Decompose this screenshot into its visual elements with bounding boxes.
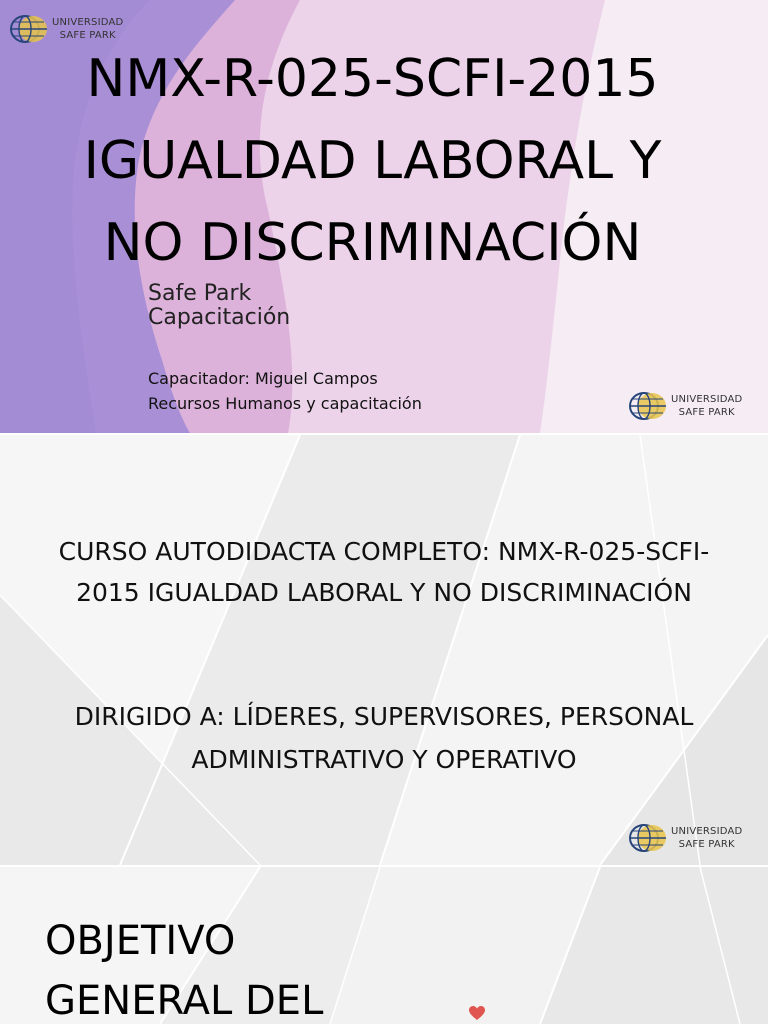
logo-line-2: SAFE PARK	[59, 30, 116, 41]
logo-line-2: SAFE PARK	[678, 407, 735, 418]
slide-course-info	[0, 435, 768, 865]
subtitle	[148, 282, 290, 330]
objective-heading	[45, 911, 323, 1024]
logo-line-1: UNIVERSIDAD	[671, 826, 743, 837]
logo-text	[671, 825, 742, 851]
university-logo	[629, 391, 742, 421]
logo-line-1: UNIVERSIDAD	[671, 394, 743, 405]
globe-icon	[629, 391, 667, 421]
subtitle-line-2: Capacitación	[148, 305, 291, 330]
logo-text	[671, 393, 742, 419]
university-logo	[629, 823, 742, 853]
heart-icon	[469, 1006, 485, 1021]
objective-heading-line-2: GENERAL DEL	[45, 978, 324, 1024]
logo-line-1: UNIVERSIDAD	[52, 17, 124, 28]
globe-icon	[629, 823, 667, 853]
slide-title-heading: NMX-R-025-SCFI-2015 IGUALDAD LABORAL Y NO DISCRIMINACIÓN	[83, 49, 662, 273]
logo-line-2: SAFE PARK	[678, 839, 735, 850]
objective-heading-line-1: OBJETIVO	[45, 918, 236, 964]
slide-objective	[0, 867, 768, 1024]
trainer-info	[148, 366, 422, 416]
globe-icon	[10, 14, 48, 44]
trainer-name: Capacitador: Miguel Campos	[148, 369, 378, 388]
target-audience: DIRIGIDO A: LÍDERES, SUPERVISORES, PERSONAL ADMINISTRATIVO Y OPERATIVO	[74, 702, 694, 774]
slide-background-facets	[0, 435, 768, 865]
slide-title	[0, 0, 768, 433]
subtitle-line-1: Safe Park	[148, 281, 252, 306]
department-name: Recursos Humanos y capacitación	[148, 394, 422, 413]
course-description: CURSO AUTODIDACTA COMPLETO: NMX-R-025-SCFI-2015 IGUALDAD LABORAL Y NO DISCRIMINACIÓN	[58, 537, 710, 607]
